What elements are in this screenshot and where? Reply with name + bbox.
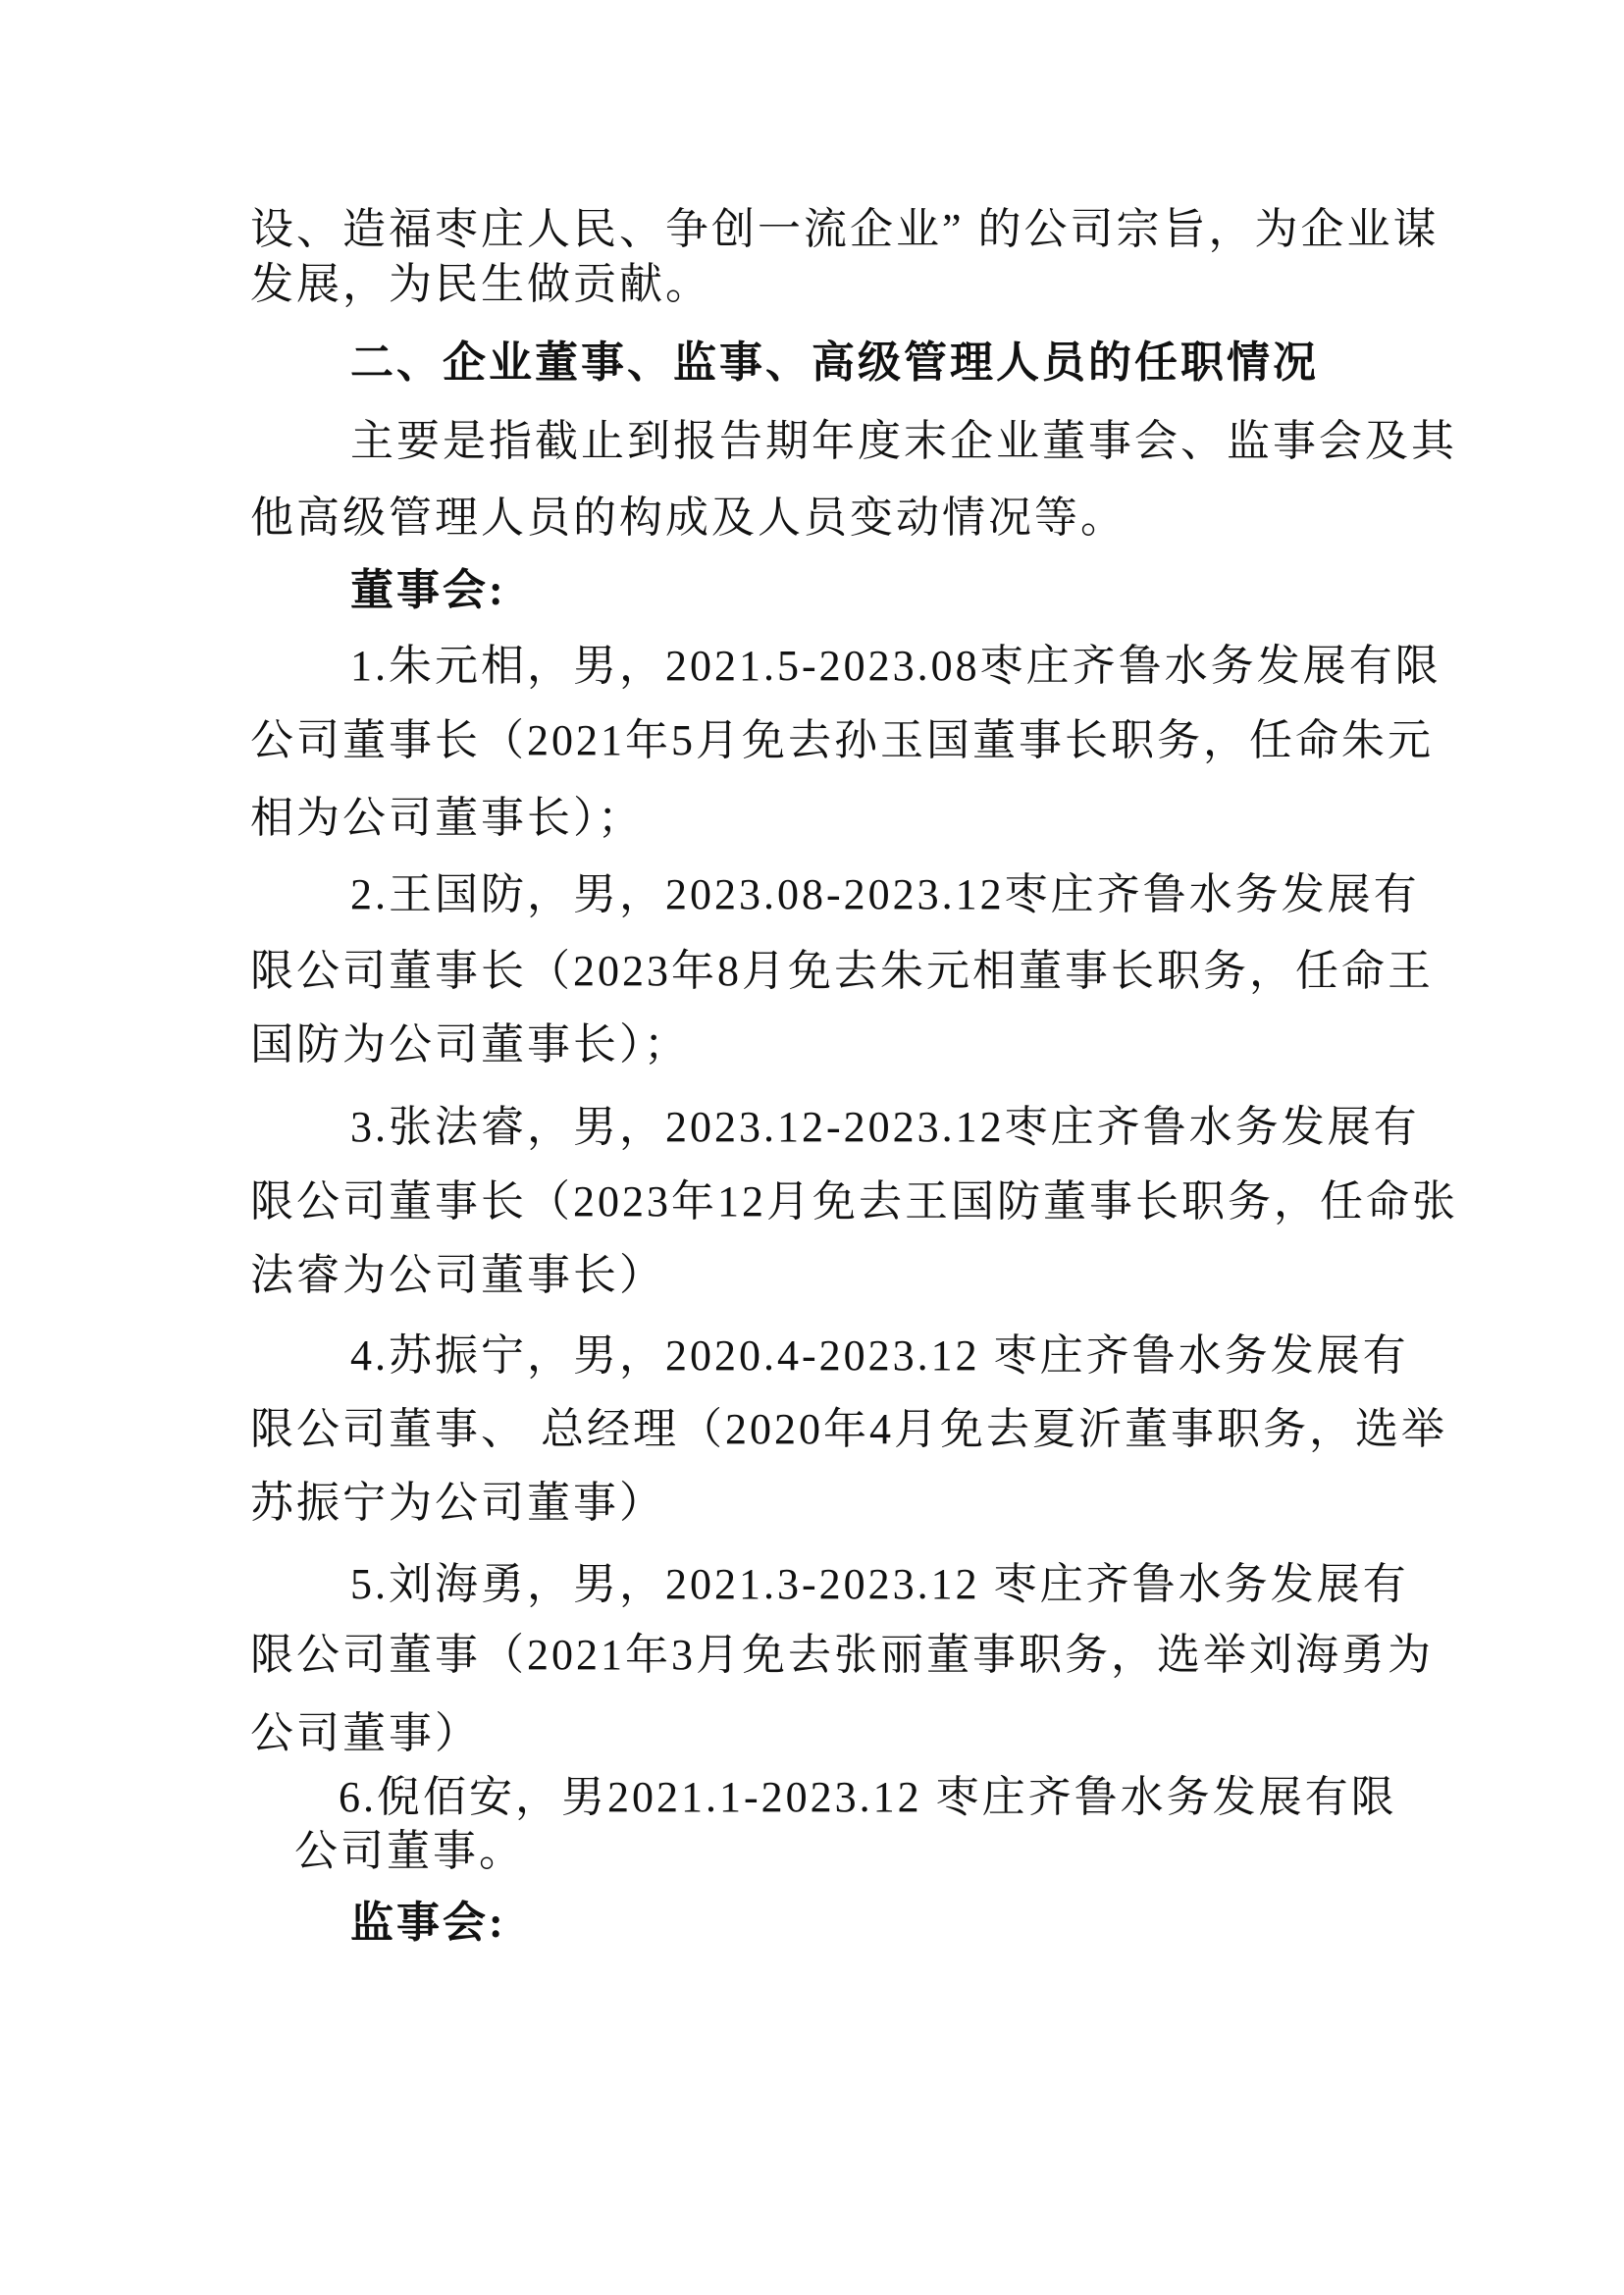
director-item-5-line-1: 5.刘海勇，男，2021.3-2023.12 枣庄齐鲁水务发展有	[350, 1560, 1409, 1608]
intro-line-2: 发展，为民生做贡献。	[250, 260, 711, 308]
director-item-1-line-1: 1.朱元相，男，2021.5-2023.08枣庄齐鲁水务发展有限	[350, 642, 1441, 690]
director-item-2-line-3: 国防为公司董事长）；	[250, 1020, 690, 1069]
director-item-4-line-1: 4.苏振宁，男，2020.4-2023.12 枣庄齐鲁水务发展有	[350, 1331, 1409, 1380]
director-item-3-line-2: 限公司董事长（2023年12月免去王国防董事长职务，任命张	[250, 1177, 1458, 1226]
intro-line-1: 设、造福枣庄人民、争创一流企业” 的公司宗旨，为企业谋	[250, 205, 1440, 253]
board-of-directors-heading: 董事会:	[350, 566, 506, 614]
director-item-2-line-1: 2.王国防，男，2023.08-2023.12枣庄齐鲁水务发展有	[350, 870, 1420, 918]
director-item-1-line-2: 公司董事长（2021年5月免去孙玉国董事长职务，任命朱元	[250, 716, 1434, 764]
director-item-1-line-3: 相为公司董事长）；	[250, 794, 644, 842]
board-of-supervisors-heading: 监事会:	[350, 1899, 506, 1947]
director-item-6-line-2: 公司董事。	[294, 1827, 525, 1875]
director-item-6-line-1: 6.倪佰安，男2021.1-2023.12 枣庄齐鲁水务发展有限	[339, 1773, 1397, 1821]
director-item-4-line-2: 限公司董事、 总经理（2020年4月免去夏沂董事职务，选举	[250, 1405, 1447, 1453]
director-item-5-line-3: 公司董事）	[250, 1709, 481, 1757]
director-item-4-line-3: 苏振宁为公司董事）	[250, 1479, 665, 1527]
director-item-3-line-3: 法睿为公司董事长）	[250, 1251, 665, 1299]
director-item-3-line-1: 3.张法睿，男，2023.12-2023.12枣庄齐鲁水务发展有	[350, 1103, 1420, 1151]
section-lead-line-1: 主要是指截止到报告期年度末企业董事会、监事会及其	[350, 417, 1457, 465]
section-lead-line-2: 他高级管理人员的构成及人员变动情况等。	[250, 494, 1126, 542]
director-item-2-line-2: 限公司董事长（2023年8月免去朱元相董事长职务，任命王	[250, 947, 1434, 995]
director-item-5-line-2: 限公司董事（2021年3月免去张丽董事职务，选举刘海勇为	[250, 1631, 1434, 1679]
section-2-heading: 二、企业董事、监事、高级管理人员的任职情况	[350, 339, 1319, 387]
